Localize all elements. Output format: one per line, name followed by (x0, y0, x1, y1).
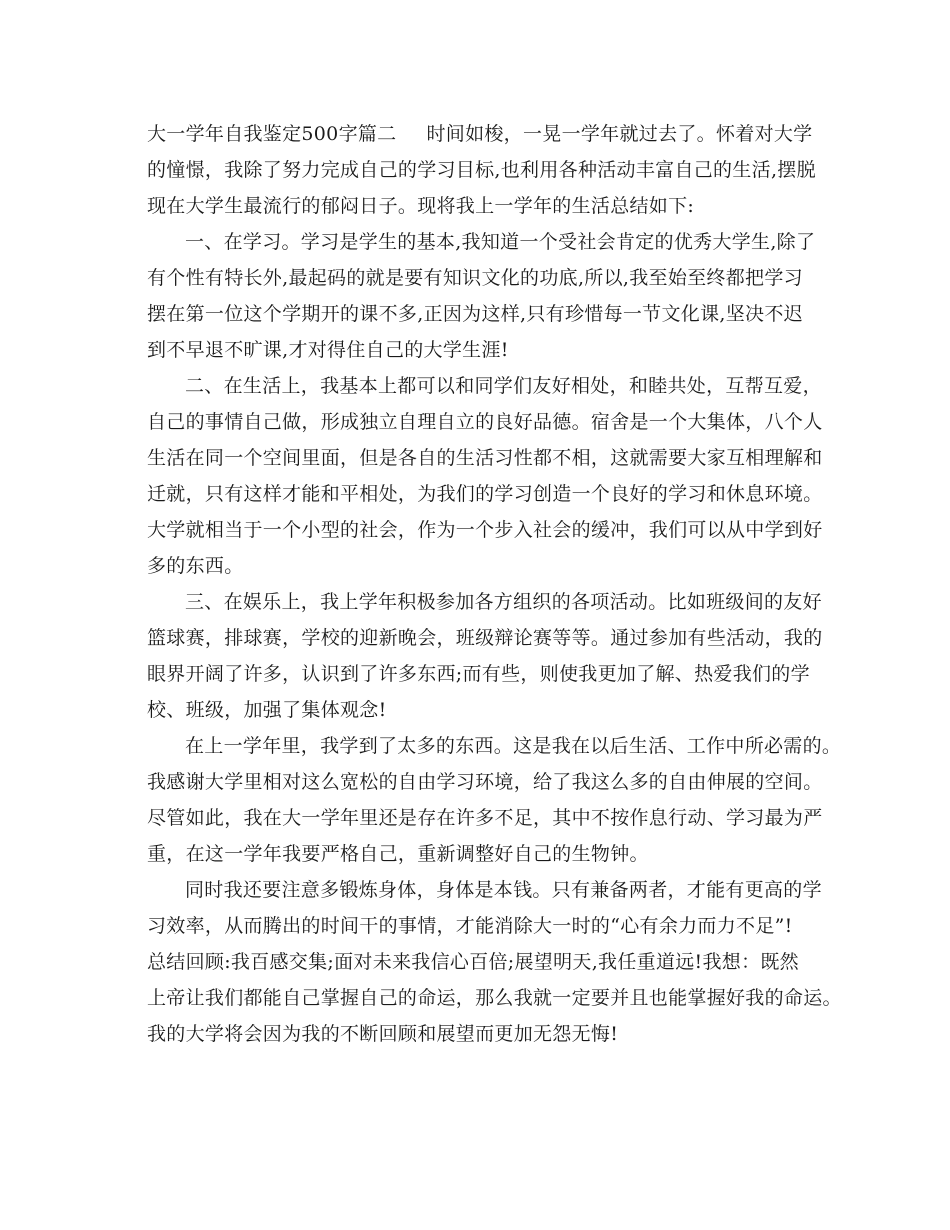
study-line-4: 到不早退不旷课,才对得住自己的大学生涯! (147, 339, 509, 361)
closing-line-5: 我的大学将会因为我的不断回顾和展望而更加无怨无悔! (147, 1023, 619, 1045)
leisure-line-4: 校、班级，加强了集体观念! (147, 699, 387, 721)
leisure-line-2: 篮球赛，排球赛，学校的迎新晚会，班级辩论赛等等。通过参加有些活动，我的 (147, 627, 823, 649)
life-line-2: 自己的事情自己做，形成独立自理自立的良好品德。宿舍是一个大集体，八个人 (147, 411, 823, 433)
closing-line-3: 总结回顾:我百感交集;面对未来我信心百倍;展望明天,我任重道远!我想：既然 (147, 951, 799, 973)
reflection-line-2: 我感谢大学里相对这么宽松的自由学习环境，给了我这么多的自由伸展的空间。 (147, 771, 823, 793)
life-line-6: 多的东西。 (147, 555, 244, 577)
life-line-3: 生活在同一个空间里面，但是各自的生活习性都不相，这就需要大家互相理解和 (147, 447, 823, 469)
intro-line-2: 的憧憬，我除了努力完成自己的学习目标,也利用各种活动丰富自己的生活,摆脱 (147, 159, 816, 181)
study-line-2: 有个性有特长外,最起码的就是要有知识文化的功底,所以,我至始至终都把学习 (147, 267, 803, 289)
leisure-line-1: 三、在娱乐上，我上学年积极参加各方组织的各项活动。比如班级间的友好 (185, 591, 822, 613)
leisure-line-3: 眼界开阔了许多，认识到了许多东西;而有些，则使我更加了解、热爱我们的学 (147, 663, 810, 685)
life-line-4: 迁就，只有这样才能和平相处，为我们的学习创造一个良好的学习和休息环境。 (147, 483, 823, 505)
reflection-line-4: 重，在这一学年我要严格自己，重新调整好自己的生物钟。 (147, 843, 649, 865)
reflection-line-1: 在上一学年里，我学到了太多的东西。这是我在以后生活、工作中所必需的。 (185, 735, 842, 757)
closing-line-4: 上帝让我们都能自己掌握自己的命运，那么我就一定要并且也能掌握好我的命运。 (147, 987, 842, 1009)
study-line-3: 摆在第一位这个学期开的课不多,正因为这样,只有珍惜每一节文化课,坚决不迟 (147, 303, 803, 325)
closing-line-2: 习效率，从而腾出的时间干的事情，才能消除大一时的“心有余力而力不足”! (147, 915, 793, 937)
intro-line-3: 现在大学生最流行的郁闷日子。现将我上一学年的生活总结如下: (147, 195, 695, 217)
closing-line-1: 同时我还要注意多锻炼身体，身体是本钱。只有兼备两者，才能有更高的学 (185, 879, 822, 901)
document-title: 大一学年自我鉴定500字篇二 (147, 123, 397, 145)
life-line-1: 二、在生活上，我基本上都可以和同学们友好相处，和睦共处，互帮互爱， (185, 375, 822, 397)
document-body (147, 116, 842, 1052)
intro-line-1: 时间如梭，一晃一学年就过去了。怀着对大学 (426, 123, 813, 145)
life-line-5: 大学就相当于一个小型的社会，作为一个步入社会的缓冲，我们可以从中学到好 (147, 519, 823, 541)
first-line (147, 116, 817, 152)
reflection-line-3: 尽管如此，我在大一学年里还是存在许多不足，其中不按作息行动、学习最为严 (147, 807, 823, 829)
study-line-1: 一、在学习。学习是学生的基本,我知道一个受社会肯定的优秀大学生,除了 (185, 231, 816, 253)
